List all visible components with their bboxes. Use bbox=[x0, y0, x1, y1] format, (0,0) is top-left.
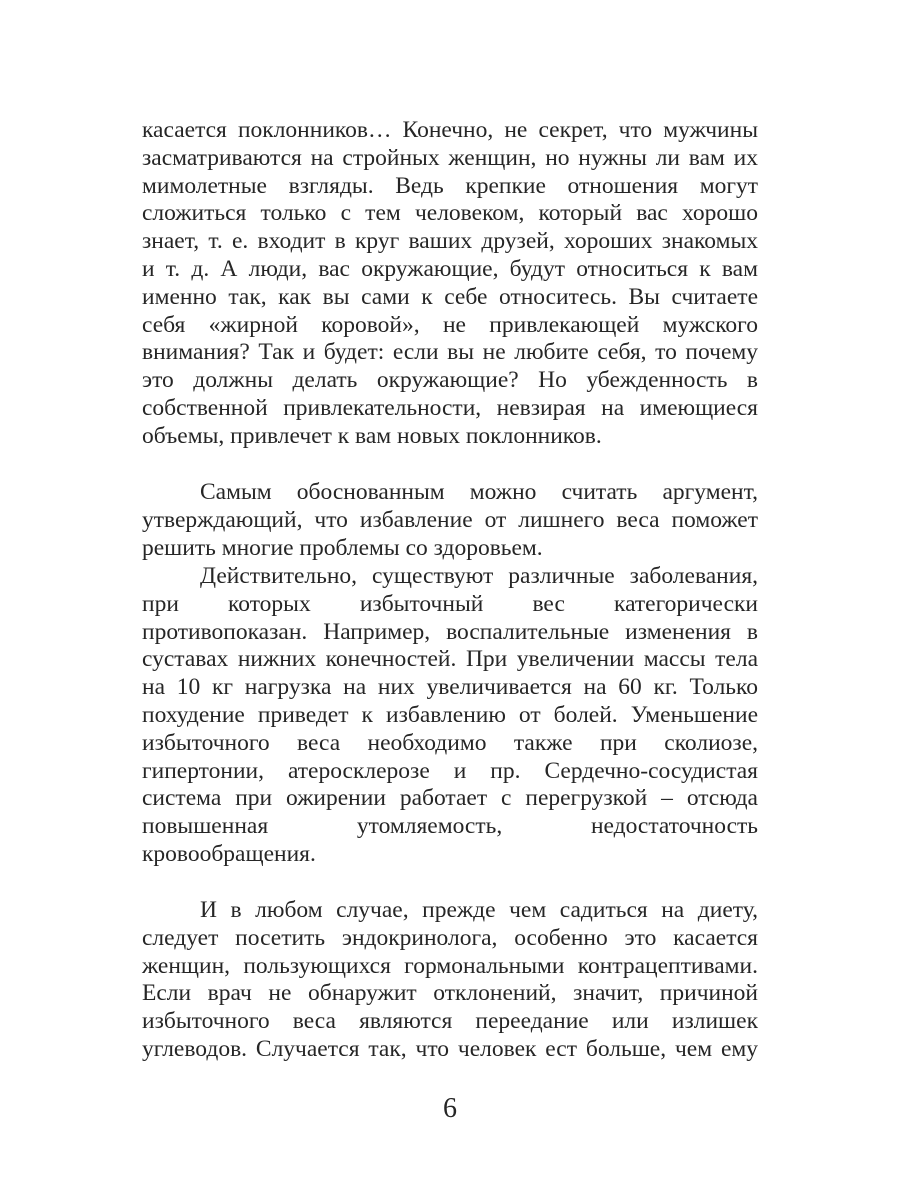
text-line: и т. д. А люди, вас окружающие, будут относиться к вам bbox=[142, 255, 758, 282]
page-number: 6 bbox=[443, 1093, 457, 1124]
paragraph-3 bbox=[142, 563, 758, 869]
text-line: Если врач не обнаружит отклонений, значит, причиной bbox=[142, 980, 758, 1007]
text-line: И в любом случае, прежде чем садиться на диету, bbox=[200, 897, 758, 923]
text-line: решить многие проблемы со здоровьем. bbox=[142, 534, 543, 561]
text-line: избыточного веса являются переедание или излишек bbox=[142, 1008, 758, 1035]
text-line: засматриваются на стройных женщин, но нужны ли вам их bbox=[142, 144, 758, 171]
paragraph-2 bbox=[142, 479, 758, 562]
text-line: при которых избыточный вес категорически bbox=[142, 590, 758, 617]
text-line: избыточного веса необходимо также при сколиозе, bbox=[142, 729, 758, 756]
text-line: Действительно, существуют различные заболевания, bbox=[200, 563, 758, 589]
text-line: это должны делать окружающие? Но убежденность в bbox=[142, 367, 758, 394]
text-line: собственной привлекательности, невзирая на имеющиеся bbox=[142, 394, 758, 421]
text-line: противопоказан. Например, воспалительные изменения в bbox=[142, 618, 758, 645]
text-line: женщин, пользующихся гормональными контрацептивами. bbox=[142, 952, 758, 979]
text-line: гипертонии, атеросклерозе и пр. Сердечно-сосудистая bbox=[142, 757, 758, 784]
text-line: повышенная утомляемость, недостаточность bbox=[142, 813, 758, 840]
text-line: себя «жирной коровой», не привлекающей мужского bbox=[142, 311, 758, 338]
text-line: углеводов. Случается так, что человек ест больше, чем ему bbox=[142, 1035, 758, 1062]
text-line: Самым обоснованным можно считать аргумент, bbox=[200, 479, 758, 505]
text-line: мимолетные взгляды. Ведь крепкие отношения могут bbox=[142, 172, 758, 199]
text-line: суставах нижних конечностей. При увеличении массы тела bbox=[142, 646, 758, 673]
text-line: знает, т. е. входит в круг ваших друзей, хороших знакомых bbox=[142, 228, 758, 255]
text-line: утверждающий, что избавление от лишнего веса поможет bbox=[142, 506, 758, 533]
text-line: система при ожирении работает с перегрузкой – отсюда bbox=[142, 785, 758, 812]
text-line: следует посетить эндокринолога, особенно это касается bbox=[142, 924, 758, 951]
text-line: объемы, привлечет к вам новых поклонников. bbox=[142, 422, 602, 449]
text-line: похудение приведет к избавлению от болей. Уменьшение bbox=[142, 701, 758, 728]
text-line: внимания? Так и будет: если вы не любите себя, то почему bbox=[142, 339, 758, 366]
text-line: на 10 кг нагрузка на них увеличивается на 60 кг. Только bbox=[142, 674, 758, 701]
text-line: кровообращения. bbox=[142, 840, 316, 867]
paragraph-4 bbox=[142, 897, 758, 1064]
text-line: касается поклонников… Конечно, не секрет, что мужчины bbox=[142, 117, 758, 143]
text-line: сложиться только с тем человеком, который вас хорошо bbox=[142, 200, 758, 227]
paragraph-1 bbox=[142, 117, 758, 451]
text-line: именно так, как вы сами к себе относитесь. Вы считаете bbox=[142, 283, 758, 310]
